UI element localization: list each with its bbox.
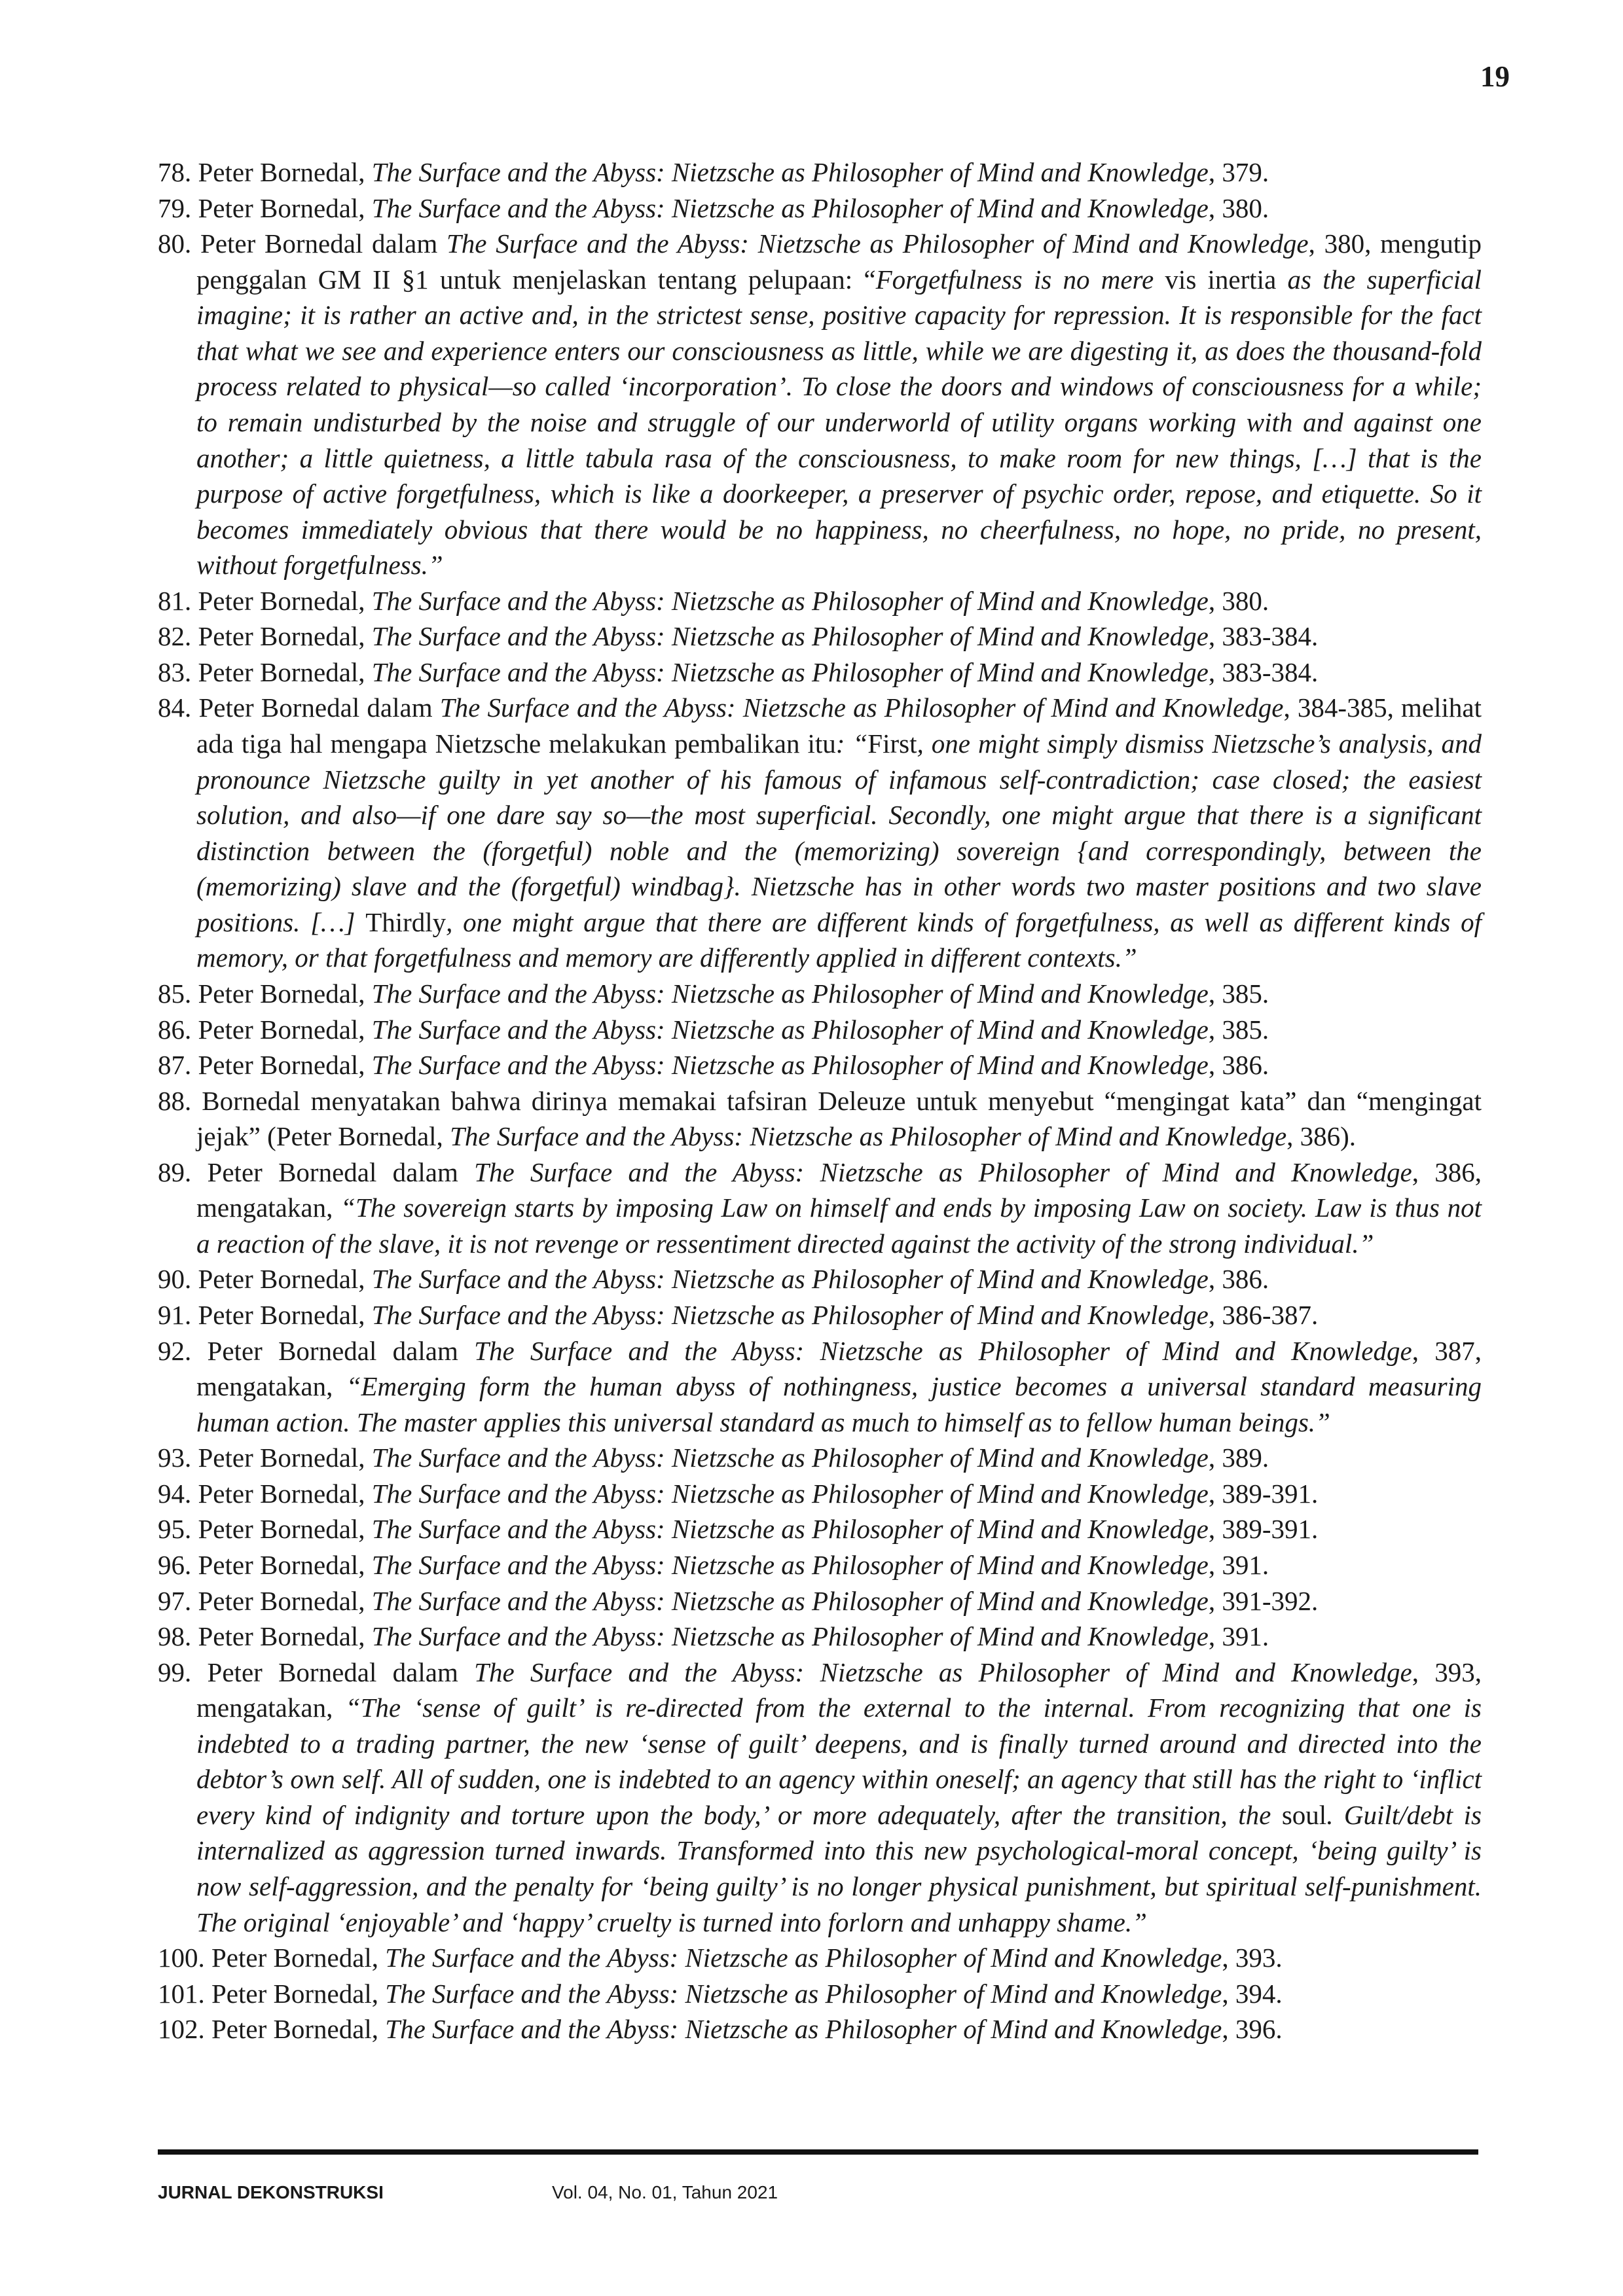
endnote-line (196, 726, 1482, 762)
endnote-italic-text: positions. […] (196, 906, 366, 937)
endnote-line (158, 190, 1482, 226)
endnote-line (196, 1405, 1482, 1441)
endnote-italic-text: The Surface and the Abyss: Nietzsche as Philosopher of Mind and Knowledge (371, 1300, 1209, 1330)
endnote-number: 93. (158, 1443, 192, 1473)
endnote-italic-text: pronounce Nietzsche guilty in yet another of his famous of infamous self-contradiction; case closed; the easiest (196, 764, 1482, 795)
endnote-line (196, 440, 1482, 476)
endnote-text: Peter Bornedal dalam (200, 228, 447, 259)
endnote-italic-text: The Surface and the Abyss: Nietzsche as Philosopher of Mind and Knowledge (446, 228, 1309, 259)
endnote (158, 690, 1482, 976)
endnote-italic-text: that what we see and experience enters our consciousness as little, while we are digesting it, as does the thousand-fold (196, 335, 1482, 366)
endnote-number: 79. (158, 192, 192, 223)
endnote (158, 2011, 1482, 2047)
endnote (158, 1261, 1482, 1297)
endnote-number: 102. (158, 2014, 205, 2045)
endnote-italic-text: The Surface and the Abyss: Nietzsche as Philosopher of Mind and Knowledge (450, 1121, 1287, 1152)
endnote-text: ada tiga hal mengapa Nietzsche melakukan pembalikan itu (196, 728, 836, 759)
endnote-text: , 394. (1222, 1978, 1283, 2009)
endnote-text: , 383-384. (1208, 656, 1319, 687)
endnote-text: , 385. (1208, 1014, 1269, 1045)
endnote-text: , 393, (1412, 1657, 1482, 1687)
endnote (158, 1297, 1482, 1333)
endnote-italic-text: The Surface and the Abyss: Nietzsche as Philosopher of Mind and Knowledge (371, 585, 1209, 616)
endnote-italic-text: without forgetfulness.” (196, 550, 443, 581)
endnote-italic-text: The Surface and the Abyss: Nietzsche as Philosopher of Mind and Knowledge (474, 1157, 1412, 1187)
endnote (158, 226, 1482, 583)
endnote-italic-text: now self-aggression, and the penalty for ‘being guilty’ is no longer physical punishment, but spiritual self-punishment. (196, 1871, 1482, 1901)
endnote-italic-text: becomes immediately obvious that there would be no happiness, no cheerfulness, no hope, no pride, no present, (196, 514, 1482, 545)
endnote-text: Peter Bornedal, (198, 621, 372, 652)
endnote-line (158, 1476, 1482, 1512)
endnote-number: 86. (158, 1014, 192, 1045)
endnote-text: , 389-391. (1208, 1478, 1319, 1509)
endnote-text: , 386). (1286, 1121, 1357, 1152)
endnote-text: Peter Bornedal, (198, 1585, 372, 1616)
endnote (158, 1583, 1482, 1619)
endnote (158, 1440, 1482, 1476)
endnote-number: 89. (158, 1157, 192, 1187)
endnote-text: , 380. (1208, 585, 1269, 616)
endnote (158, 1012, 1482, 1048)
endnote-italic-text: (memorizing) slave and the (forgetful) windbag}. Nietzsche has in other words two master positions and two slave (196, 871, 1482, 902)
endnote-text: Peter Bornedal, (198, 157, 372, 187)
endnote (158, 1619, 1482, 1655)
endnote-italic-text: The Surface and the Abyss: Nietzsche as Philosopher of Mind and Knowledge (371, 656, 1209, 687)
endnote (158, 1047, 1482, 1083)
endnote (158, 1976, 1482, 2012)
endnote-number: 95. (158, 1514, 192, 1545)
endnote-text: mengatakan, (196, 1371, 346, 1402)
endnote-line (158, 619, 1482, 655)
endnote-line (196, 833, 1482, 869)
endnote-number: 78. (158, 157, 192, 187)
endnote-line (196, 1119, 1482, 1155)
endnote (158, 1333, 1482, 1441)
endnote (158, 1547, 1482, 1583)
endnote-text: Thirdly (365, 906, 447, 937)
endnote (158, 190, 1482, 226)
footer-volume-info: Vol. 04, No. 01, Tahun 2021 (552, 2182, 778, 2202)
endnote-italic-text: The Surface and the Abyss: Nietzsche as Philosopher of Mind and Knowledge (371, 157, 1209, 187)
endnote-text: , 389. (1208, 1443, 1269, 1473)
endnote-text: , 380, mengutip (1308, 228, 1482, 259)
endnote-text: , 389-391. (1208, 1514, 1319, 1545)
endnote-number: 94. (158, 1478, 192, 1509)
endnote (158, 154, 1482, 190)
endnote-line (158, 154, 1482, 190)
endnote-text: First (867, 728, 917, 759)
endnote-italic-text: a reaction of the slave, it is not revenge or ressentiment directed against the activity of the strong individual.” (196, 1228, 1374, 1259)
endnote-italic-text: : “ (835, 728, 868, 759)
endnote (158, 1155, 1482, 1262)
endnote-italic-text: The Surface and the Abyss: Nietzsche as Philosopher of Mind and Knowledge (371, 1478, 1209, 1509)
endnote (158, 619, 1482, 655)
endnote (158, 1511, 1482, 1547)
endnote-line (196, 797, 1482, 833)
endnote-line (158, 583, 1482, 619)
endnote-line (158, 1547, 1482, 1583)
endnote-italic-text: , one might simply dismiss Nietzsche’s analysis, and (917, 728, 1482, 759)
endnote-italic-text: human action. The master applies this universal standard as much to himself as to fellow human beings.” (196, 1407, 1330, 1437)
endnote-italic-text: The Surface and the Abyss: Nietzsche as Philosopher of Mind and Knowledge (385, 2014, 1222, 2045)
endnote-italic-text: The Surface and the Abyss: Nietzsche as Philosopher of Mind and Knowledge (385, 1978, 1222, 2009)
endnote-italic-text: The Surface and the Abyss: Nietzsche as Philosopher of Mind and Knowledge (371, 621, 1209, 652)
endnote-text: Peter Bornedal, (198, 1514, 372, 1545)
endnote-line (196, 869, 1482, 905)
endnote-text: Peter Bornedal, (211, 2014, 386, 2045)
endnote-italic-text: another; a little quietness, a little tabula rasa of the consciousness, to make room for new things, […] that is the (196, 442, 1482, 473)
endnote-line (158, 1047, 1482, 1083)
endnote (158, 1655, 1482, 1941)
endnote-line (158, 1333, 1482, 1369)
endnote-line (158, 1440, 1482, 1476)
endnote-italic-text: debtor’s own self. All of sudden, one is indebted to an agency within oneself; an agency that still has the right to ‘inflict (196, 1764, 1482, 1795)
endnote-line (196, 1690, 1482, 1726)
endnote-italic-text: The Surface and the Abyss: Nietzsche as Philosopher of Mind and Knowledge (371, 1443, 1209, 1473)
endnote-italic-text: . Guilt/debt is (1326, 1799, 1482, 1830)
endnote-italic-text: The Surface and the Abyss: Nietzsche as Philosopher of Mind and Knowledge (371, 1014, 1209, 1045)
endnote-line (196, 1797, 1482, 1833)
endnote-italic-text: imagine; it is rather an active and, in the strictest sense, positive capacity for repression. It is responsible for the fact (196, 300, 1482, 331)
endnote-text: , 387, (1412, 1335, 1482, 1366)
endnote-line (196, 1190, 1482, 1226)
endnote-number: 96. (158, 1549, 192, 1580)
endnote-number: 84. (158, 692, 192, 723)
endnote-text: , 386, (1412, 1157, 1482, 1187)
endnote-italic-text: internalized as aggression turned inwards. Transformed into this new psychological-moral concept, ‘being guilty’ is (196, 1835, 1482, 1866)
endnote-line (196, 1833, 1482, 1869)
endnote (158, 1476, 1482, 1512)
endnote-italic-text: memory, or that forgetfulness and memory are differently applied in different contexts.” (196, 942, 1137, 973)
endnote-text: , 383-384. (1208, 621, 1319, 652)
endnote-line (196, 940, 1482, 976)
endnote-number: 87. (158, 1050, 192, 1081)
endnote-text: , 380. (1208, 192, 1269, 223)
endnote-text: , 385. (1208, 978, 1269, 1009)
endnote-italic-text: every kind of indignity and torture upon the body,’ or more adequately, after the transition, the (196, 1799, 1282, 1830)
endnote-italic-text: The Surface and the Abyss: Nietzsche as Philosopher of Mind and Knowledge (371, 1050, 1209, 1081)
endnote-text: Peter Bornedal dalam (207, 1657, 475, 1687)
endnote-italic-text: distinction between the (forgetful) noble and the (memorizing) sovereign {and correspondingly, between the (196, 835, 1482, 866)
endnote-number: 97. (158, 1585, 192, 1616)
footer-rule (158, 2149, 1478, 2155)
endnote-italic-text: The Surface and the Abyss: Nietzsche as Philosopher of Mind and Knowledge (371, 1621, 1209, 1652)
endnote-number: 101. (158, 1978, 205, 2009)
endnote-line (158, 1511, 1482, 1547)
endnote-number: 81. (158, 585, 192, 616)
endnote-text: mengatakan, (196, 1693, 346, 1723)
endnote-text: , 393. (1222, 1943, 1283, 1973)
endnote-text: penggalan GM II §1 untuk menjelaskan tentang pelupaan: “ (196, 264, 876, 295)
page-number: 19 (1480, 60, 1510, 93)
footer-journal-name: JURNAL DEKONSTRUKSI (158, 2182, 384, 2202)
endnote-line (196, 1226, 1482, 1262)
endnote (158, 655, 1482, 691)
endnote-number: 98. (158, 1621, 192, 1652)
endnote-text: Peter Bornedal, (198, 1549, 372, 1580)
endnote-text: Peter Bornedal, (211, 1978, 386, 2009)
endnote-number: 83. (158, 656, 192, 687)
endnote-number: 99. (158, 1657, 192, 1687)
endnote-line (158, 1940, 1482, 1976)
endnote-line (196, 297, 1482, 333)
endnote-italic-text: purpose of active forgetfulness, which is like a doorkeeper, a preserver of psychic order, repose, and etiquette. So it (196, 478, 1482, 509)
endnote-text: Peter Bornedal, (198, 1443, 372, 1473)
endnote-number: 91. (158, 1300, 192, 1330)
endnote-number: 85. (158, 978, 192, 1009)
endnote-text: Bornedal menyatakan bahwa dirinya memakai tafsiran Deleuze untuk menyebut “mengingat kata” dan “mengingat (202, 1085, 1482, 1116)
endnote-number: 92. (158, 1335, 192, 1366)
endnote-text: Peter Bornedal, (198, 1264, 372, 1295)
endnote-line (158, 1655, 1482, 1691)
endnote-number: 82. (158, 621, 192, 652)
endnote-line (196, 512, 1482, 548)
endnote-line (158, 226, 1482, 262)
endnote-line (196, 368, 1482, 404)
endnote-text: Peter Bornedal dalam (207, 1157, 475, 1187)
endnote-text: , 384-385, melihat (1283, 692, 1482, 723)
endnote-text: jejak” (Peter Bornedal, (196, 1121, 450, 1152)
endnote-italic-text: The Surface and the Abyss: Nietzsche as Philosopher of Mind and Knowledge (439, 692, 1284, 723)
endnote-text: Peter Bornedal, (198, 1478, 372, 1509)
endnote-line (196, 1905, 1482, 1941)
endnote-italic-text: , one might argue that there are different kinds of forgetfulness, as well as different kinds of (446, 906, 1482, 937)
endnote-line (158, 1155, 1482, 1191)
endnote-line (196, 1369, 1482, 1405)
endnote-line (158, 2011, 1482, 2047)
endnote-line (196, 262, 1482, 298)
endnote-line (158, 1619, 1482, 1655)
endnote-italic-text: The Surface and the Abyss: Nietzsche as Philosopher of Mind and Knowledge (371, 1264, 1209, 1295)
endnote (158, 976, 1482, 1012)
endnote-line (196, 905, 1482, 941)
endnote-italic-text: “The sovereign starts by imposing Law on himself and ends by imposing Law on society. Law is thus not (340, 1193, 1482, 1223)
endnote-text: , 379. (1208, 157, 1269, 187)
endnote-italic-text: process related to physical—so called ‘incorporation’. To close the doors and windows of consciousness for a while; (196, 371, 1482, 402)
endnote-italic-text: The Surface and the Abyss: Nietzsche as Philosopher of Mind and Knowledge (371, 1514, 1209, 1545)
endnote-italic-text: indebted to a trading partner, the new ‘sense of guilt’ deepens, and is finally turned around and directed into the (196, 1728, 1482, 1759)
endnote-text: Peter Bornedal, (198, 585, 372, 616)
endnote-text: , 391. (1208, 1621, 1269, 1652)
endnote-line (158, 976, 1482, 1012)
endnote-text: , 386-387. (1208, 1300, 1319, 1330)
endnote-italic-text: to remain undisturbed by the noise and struggle of our underworld of utility organs working with and against one (196, 406, 1482, 437)
endnote-italic-text: as the superficial (1276, 264, 1482, 295)
endnote-line (196, 1761, 1482, 1797)
endnotes-list (158, 154, 1482, 2047)
endnote-line (158, 690, 1482, 726)
endnote-line (196, 333, 1482, 369)
endnote-line (196, 762, 1482, 798)
endnote-italic-text: The Surface and the Abyss: Nietzsche as Philosopher of Mind and Knowledge (371, 1549, 1209, 1580)
endnote-line (158, 1012, 1482, 1048)
endnote-italic-text: The Surface and the Abyss: Nietzsche as Philosopher of Mind and Knowledge (474, 1335, 1412, 1366)
endnote-number: 100. (158, 1943, 205, 1973)
endnote-text: soul (1281, 1799, 1327, 1830)
endnote-text: Peter Bornedal, (211, 1943, 386, 1973)
endnote-line (158, 1583, 1482, 1619)
endnote-text: Peter Bornedal dalam (198, 692, 440, 723)
endnote-line (196, 1869, 1482, 1905)
endnote-text: , 386. (1208, 1264, 1269, 1295)
endnote-line (158, 1083, 1482, 1119)
endnote-text: , 391-392. (1208, 1585, 1319, 1616)
endnote-number: 88. (158, 1085, 192, 1116)
endnote-italic-text: The original ‘enjoyable’ and ‘happy’ cruelty is turned into forlorn and unhappy shame.” (196, 1907, 1147, 1937)
endnote (158, 1083, 1482, 1155)
endnote-text: , 396. (1222, 2014, 1283, 2045)
endnote-text: , 386. (1208, 1050, 1269, 1081)
endnote-text: Peter Bornedal, (198, 1300, 372, 1330)
endnote-text: Peter Bornedal dalam (207, 1335, 475, 1366)
endnote-italic-text: The Surface and the Abyss: Nietzsche as Philosopher of Mind and Knowledge (474, 1657, 1412, 1687)
endnote-text: Peter Bornedal, (198, 978, 372, 1009)
endnote-line (158, 1297, 1482, 1333)
endnote (158, 1940, 1482, 1976)
endnote-text: Peter Bornedal, (198, 656, 372, 687)
endnote-text: Peter Bornedal, (198, 192, 372, 223)
endnote-line (158, 655, 1482, 691)
endnote-line (196, 547, 1482, 583)
endnote-text: Peter Bornedal, (198, 1621, 372, 1652)
endnote-text: , 391. (1208, 1549, 1269, 1580)
endnote-italic-text: “The ‘sense of guilt’ is re-directed from the external to the internal. From recognizing that one is (345, 1693, 1482, 1723)
endnote-italic-text: solution, and also—if one dare say so—the most superficial. Secondly, one might argue that there is a significant (196, 800, 1482, 831)
endnote-text: Peter Bornedal, (198, 1050, 372, 1081)
endnote-italic-text: The Surface and the Abyss: Nietzsche as Philosopher of Mind and Knowledge (371, 192, 1209, 223)
endnote-italic-text: Forgetfulness is no mere (875, 264, 1165, 295)
endnote-italic-text: The Surface and the Abyss: Nietzsche as Philosopher of Mind and Knowledge (371, 1585, 1209, 1616)
endnote-line (196, 1726, 1482, 1762)
endnote-line (158, 1261, 1482, 1297)
endnote-italic-text: “Emerging form the human abyss of nothingness, justice becomes a universal standard measuring (346, 1371, 1482, 1402)
endnote-text: Peter Bornedal, (198, 1014, 372, 1045)
endnote-number: 80. (158, 228, 192, 259)
endnote-number: 90. (158, 1264, 192, 1295)
endnote-line (158, 1976, 1482, 2012)
endnote-text: mengatakan, (196, 1193, 341, 1223)
endnote-line (196, 476, 1482, 512)
endnote-line (196, 404, 1482, 440)
endnote-italic-text: The Surface and the Abyss: Nietzsche as Philosopher of Mind and Knowledge (371, 978, 1209, 1009)
endnote-text: vis inertia (1165, 264, 1277, 295)
endnote (158, 583, 1482, 619)
endnote-italic-text: The Surface and the Abyss: Nietzsche as Philosopher of Mind and Knowledge (385, 1943, 1222, 1973)
